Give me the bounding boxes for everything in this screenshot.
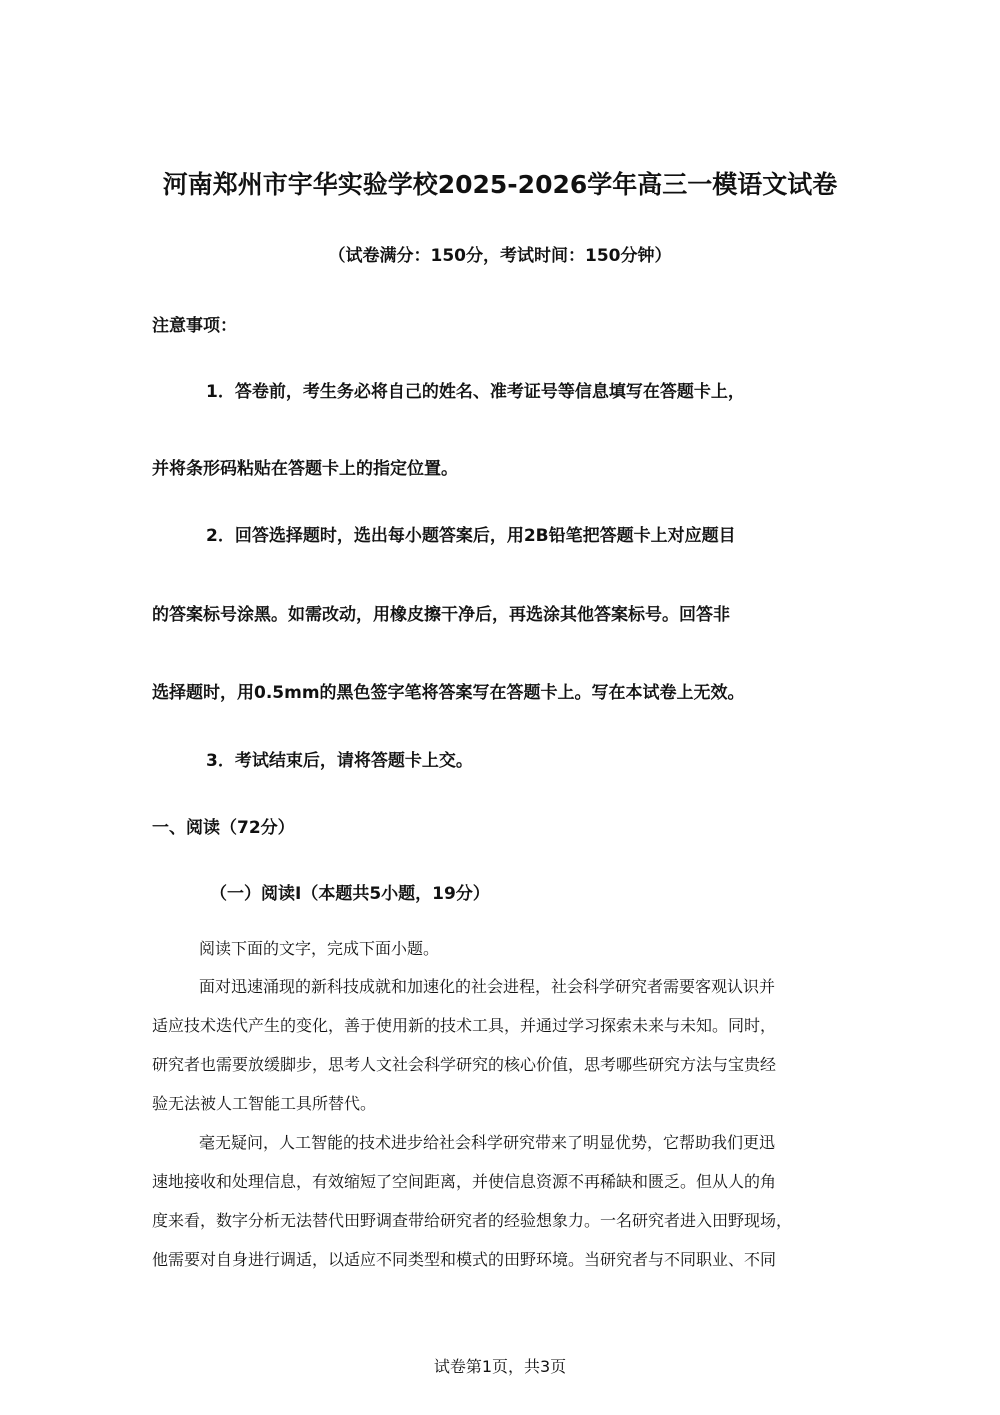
passage-line: 验无法被人工智能工具所替代。 xyxy=(152,1094,377,1113)
passage-line: 速地接收和处理信息，有效缩短了空间距离，并使信息资源不再稀缺和匮乏。但从人的角 xyxy=(152,1172,777,1191)
notice-line: 并将条形码粘贴在答题卡上的指定位置。 xyxy=(152,459,458,479)
passage-line: 面对迅速涌现的新科技成就和加速化的社会进程，社会科学研究者需要客观认识并 xyxy=(199,977,776,996)
notice-line: 选择题时，用0.5mm的黑色签字笔将答案写在答题卡上。写在本试卷上无效。 xyxy=(152,683,745,703)
section-heading: 一、阅读（72分） xyxy=(152,818,295,838)
exam-title: 河南郑州市宇华实验学校2025-2026学年高三一模语文试卷 xyxy=(162,170,838,199)
subsection-heading: （一）阅读I（本题共5小题，19分） xyxy=(210,884,490,904)
page-footer: 试卷第1页，共3页 xyxy=(433,1357,567,1376)
passage-line: 研究者也需要放缓脚步，思考人文社会科学研究的核心价值，思考哪些研究方法与宝贵经 xyxy=(152,1055,777,1074)
notice-line: 2．回答选择题时，选出每小题答案后，用2B铅笔把答题卡上对应题目 xyxy=(206,526,736,546)
notice-heading: 注意事项： xyxy=(152,316,237,336)
passage-line: 度来看，数字分析无法替代田野调查带给研究者的经验想象力。一名研究者进入田野现场， xyxy=(152,1211,793,1230)
exam-subtitle: （试卷满分：150分，考试时间：150分钟） xyxy=(328,246,672,266)
passage-line: 适应技术迭代产生的变化，善于使用新的技术工具，并通过学习探索未来与未知。同时， xyxy=(152,1016,777,1035)
notice-line: 1．答卷前，考生务必将自己的姓名、准考证号等信息填写在答题卡上， xyxy=(206,382,745,402)
passage-instruction: 阅读下面的文字，完成下面小题。 xyxy=(199,939,440,958)
passage-line: 他需要对自身进行调适，以适应不同类型和模式的田野环境。当研究者与不同职业、不同 xyxy=(152,1250,777,1269)
passage-line: 毫无疑问，人工智能的技术进步给社会科学研究带来了明显优势，它帮助我们更迅 xyxy=(199,1133,776,1152)
notice-line: 3．考试结束后，请将答题卡上交。 xyxy=(206,751,473,771)
notice-line: 的答案标号涂黑。如需改动，用橡皮擦干净后，再选涂其他答案标号。回答非 xyxy=(152,605,730,625)
